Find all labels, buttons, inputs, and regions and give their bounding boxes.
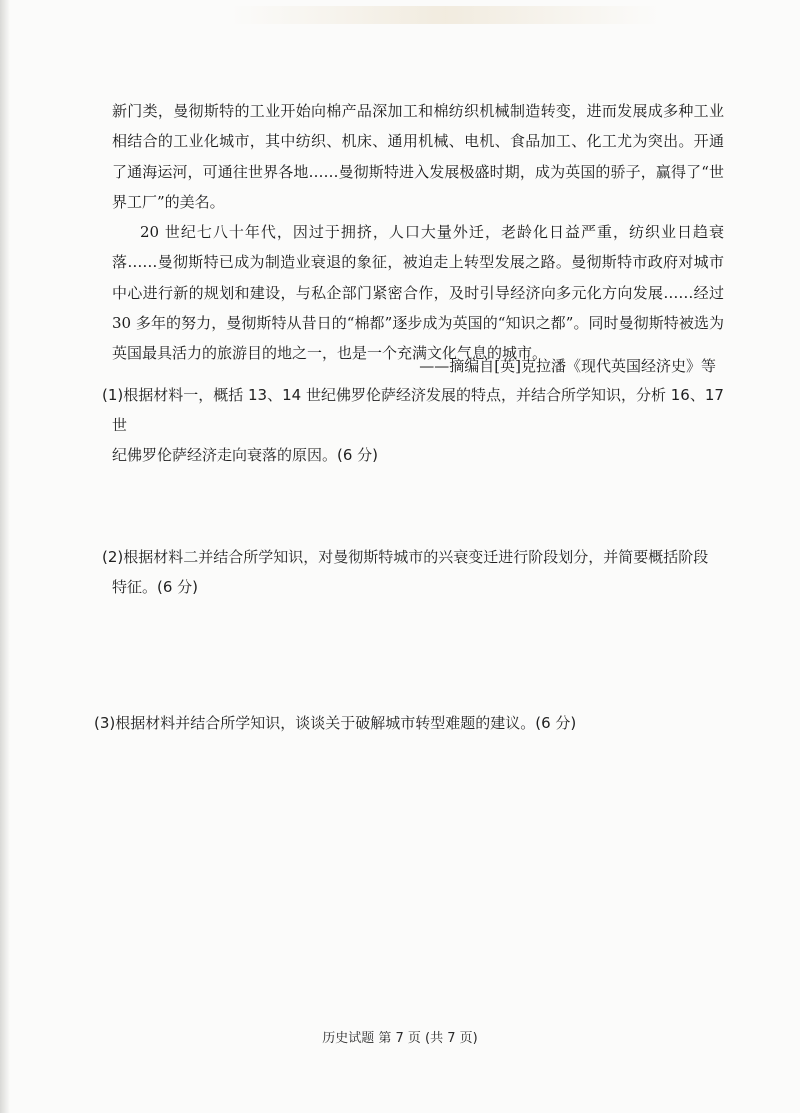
- question-1-line-2: 纪佛罗伦萨经济走向衰落的原因。(6 分): [112, 446, 379, 464]
- question-2-line-1: (2)根据材料二并结合所学知识，对曼彻斯特城市的兴衰变迁进行阶段划分，并简要概括阶段: [102, 548, 709, 566]
- material-source: ——摘编自[英]克拉潘《现代英国经济史》等: [419, 357, 716, 375]
- page-edge-shadow: [0, 0, 10, 1113]
- material-paragraph-1: 新门类，曼彻斯特的工业开始向棉产品深加工和棉纺织机械制造转变，进而发展成多种工业相结合的工业化城市，其中纺织、机床、通用机械、电机、食品加工、化工尤为突出。开通了通海运河，可通往世界各地……曼彻斯特进入发展极盛时期，成为英国的骄子，赢得了“世界工厂”的美名。: [112, 102, 724, 211]
- question-2-line-2: 特征。(6 分): [112, 578, 199, 596]
- page-footer: 历史试题 第 7 页 (共 7 页): [322, 1031, 478, 1046]
- question-3: [94, 708, 724, 738]
- material-paragraph-2: 20 世纪七八十年代，因过于拥挤，人口大量外迁，老龄化日益严重，纺织业日趋衰落……曼彻斯特已成为制造业衰退的象征，被迫走上转型发展之路。曼彻斯特市政府对城市中心进行新的规划和建设，与私企部门紧密合作，及时引导经济向多元化方向发展……经过 30 多年的努力，曼彻斯特从昔日的“棉都”逐步成为英国的“知识之都”。同时曼彻斯特被选为英国最具活力的旅游目的地之一，也是一个充满文化气息的城市。: [112, 223, 724, 363]
- material-two-text: [112, 96, 724, 369]
- question-1-line-1: (1)根据材料一，概括 13、14 世纪佛罗伦萨经济发展的特点，并结合所学知识，分析 16、17 世: [102, 386, 724, 434]
- question-3-line-1: (3)根据材料并结合所学知识，谈谈关于破解城市转型难题的建议。(6 分): [94, 714, 577, 732]
- top-scan-smudge: [230, 6, 660, 24]
- question-2: [102, 542, 724, 602]
- question-1: [102, 380, 724, 470]
